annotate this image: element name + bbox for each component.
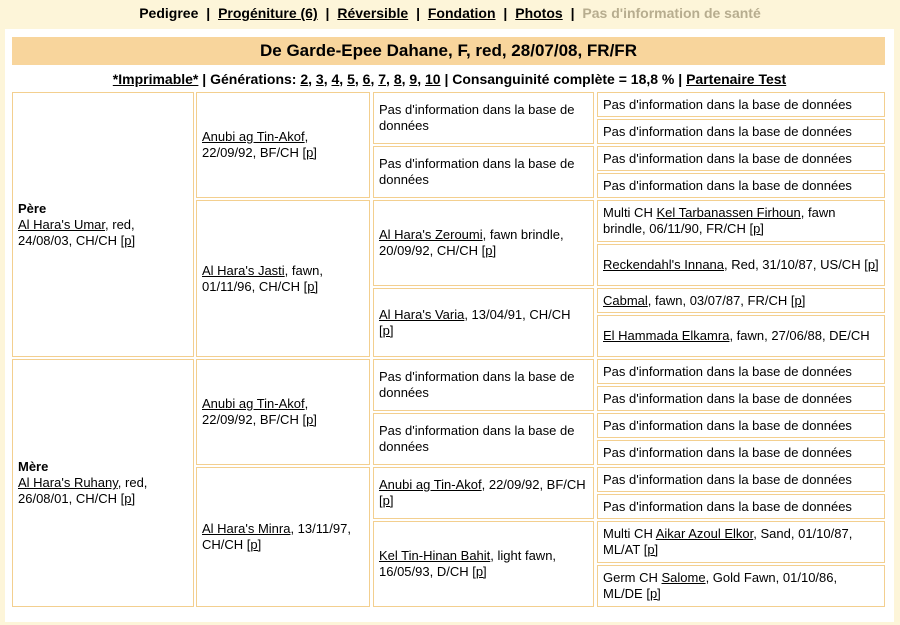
- dog-entry: [603, 257, 879, 273]
- tab-progeniture[interactable]: Progéniture (6): [218, 5, 318, 21]
- ancestor-box: [597, 467, 885, 492]
- dog-entry: [603, 570, 879, 602]
- dog-name-link[interactable]: Al Hara's Umar: [18, 216, 106, 232]
- generation-link-5[interactable]: 5: [347, 71, 355, 87]
- dog-entry: [379, 477, 588, 509]
- top-navigation: [0, 5, 900, 21]
- photo-link[interactable]: [p]: [379, 493, 394, 508]
- dam-box: [12, 359, 194, 607]
- ancestor-box: [597, 146, 885, 171]
- dog-name-link[interactable]: Al Hara's Zeroumi: [379, 227, 483, 242]
- no-info-text: Pas d'information dans la base de données: [603, 498, 852, 514]
- ancestor-box: [597, 440, 885, 465]
- dog-entry: [18, 459, 188, 507]
- dog-entry: [603, 124, 879, 140]
- photo-link[interactable]: [p]: [246, 537, 262, 552]
- dog-entry: [379, 369, 588, 401]
- dog-entry: [603, 472, 879, 488]
- dog-entry: [379, 156, 588, 188]
- sub-navigation: [5, 71, 894, 87]
- dog-entry: [603, 205, 879, 237]
- separator: |: [678, 71, 683, 87]
- photo-link[interactable]: [p]: [120, 232, 136, 248]
- dog-details: , fawn, 27/06/88, DE/CH: [729, 328, 870, 343]
- grandparent-box: [196, 92, 370, 198]
- great-grandparent-box: [373, 200, 594, 286]
- photo-link[interactable]: [p]: [303, 278, 319, 294]
- no-info-text: Pas d'information dans la base de données: [603, 96, 852, 112]
- dog-entry: [379, 227, 588, 259]
- photo-link[interactable]: [p]: [302, 412, 317, 427]
- no-info-text: Pas d'information dans la base de données: [379, 156, 575, 187]
- photo-link[interactable]: [p]: [481, 243, 497, 258]
- separator: |: [202, 71, 207, 87]
- great-grandparent-box: [373, 467, 594, 519]
- dog-details: , light fawn, 16/05/93, D/CH: [379, 548, 557, 579]
- inbreeding-coefficient: Consanguinité complète = 18,8 %: [452, 71, 675, 87]
- dog-details: , fawn brindle, 06/11/90, FR/CH: [603, 205, 836, 236]
- dog-details: , fawn, 01/11/96, CH/CH: [202, 262, 323, 294]
- dog-details: , red, 26/08/01, CH/CH: [18, 475, 148, 506]
- pedigree-panel: [5, 29, 894, 622]
- tab-photos[interactable]: Photos: [515, 5, 563, 21]
- generation-link-8[interactable]: 8: [393, 71, 402, 87]
- dog-entry: [202, 129, 364, 161]
- test-partner-link[interactable]: Partenaire Test: [686, 71, 787, 87]
- title-prefix: Germ CH: [603, 570, 662, 585]
- generation-link-3[interactable]: 3: [315, 71, 324, 87]
- separator: |: [570, 5, 575, 21]
- generation-link-6[interactable]: 6: [362, 71, 371, 87]
- dog-entry: [603, 499, 879, 515]
- dog-entry: [603, 328, 879, 344]
- sire-box: [12, 92, 194, 357]
- grandparent-box: [196, 467, 370, 607]
- separator: |: [503, 5, 508, 21]
- dog-name-link[interactable]: Anubi ag Tin-Akof: [202, 396, 305, 411]
- photo-link[interactable]: [p]: [472, 564, 487, 579]
- dog-name-link[interactable]: Anubi ag Tin-Akof: [379, 477, 482, 492]
- dog-name-link[interactable]: Cabmal: [603, 292, 648, 308]
- dog-entry: [202, 521, 364, 553]
- dog-details: , 22/09/92, BF/CH: [481, 477, 586, 492]
- photo-link[interactable]: [p]: [646, 586, 661, 601]
- dog-name-link[interactable]: Al Hara's Varia: [379, 306, 465, 322]
- ancestor-box: [597, 119, 885, 144]
- dog-entry: [603, 97, 879, 113]
- dog-entry: [603, 526, 879, 558]
- photo-link[interactable]: [p]: [120, 491, 136, 506]
- dog-entry: [603, 151, 879, 167]
- dog-name-link[interactable]: Reckendahl's Innana: [603, 257, 725, 272]
- dog-details: , fawn brindle, 20/09/92, CH/CH: [379, 227, 564, 258]
- no-info-text: Pas d'information dans la base de données: [603, 150, 852, 166]
- ancestor-box: [597, 92, 885, 117]
- no-info-text: Pas d'information dans la base de données: [603, 390, 852, 406]
- no-info-text: Pas d'information dans la base de données: [603, 417, 852, 433]
- dog-name-link[interactable]: Al Hara's Jasti: [202, 262, 285, 278]
- dog-entry: [603, 391, 879, 407]
- parent-role-label: Mère: [18, 459, 49, 474]
- parent-role-label: Père: [18, 200, 47, 216]
- no-info-text: Pas d'information dans la base de données: [603, 471, 852, 487]
- no-info-text: Pas d'information dans la base de données: [379, 102, 575, 133]
- dog-entry: [603, 445, 879, 461]
- no-info-text: Pas d'information dans la base de données: [379, 423, 575, 454]
- ancestor-box: [597, 315, 885, 357]
- dog-details: , Gold Fawn, 01/10/86, ML/DE: [603, 570, 838, 601]
- great-grandparent-box: [373, 92, 594, 144]
- dog-entry: [603, 293, 879, 309]
- dog-entry: [603, 364, 879, 380]
- page-title: De Garde-Epee Dahane, F, red, 28/07/08, FR/FR: [12, 37, 885, 65]
- ancestor-box: [597, 244, 885, 286]
- dog-entry: [379, 423, 588, 455]
- dog-entry: [379, 548, 588, 580]
- title-prefix: Multi CH: [603, 205, 657, 220]
- tab-reversible[interactable]: Réversible: [337, 5, 409, 21]
- ancestor-box: [597, 521, 885, 563]
- dog-details: , 13/04/91, CH/CH: [464, 306, 571, 322]
- great-grandparent-box: [373, 413, 594, 465]
- dog-name-link[interactable]: Salome: [661, 570, 706, 585]
- ancestor-box: [597, 494, 885, 519]
- grandparent-box: [196, 359, 370, 465]
- great-grandparent-box: [373, 146, 594, 198]
- great-grandparent-box: [373, 521, 594, 607]
- dog-entry: [18, 201, 188, 249]
- tab-health-info-disabled: Pas d'information de santé: [582, 5, 761, 21]
- generation-link-7[interactable]: 7: [378, 71, 387, 87]
- no-info-text: Pas d'information dans la base de données: [603, 123, 852, 139]
- generation-links: 2, 3, 4, 5, 6, 7, 8, 9, 10: [300, 71, 441, 87]
- dog-entry: [202, 263, 364, 295]
- no-info-text: Pas d'information dans la base de données: [379, 369, 575, 400]
- generation-link-9[interactable]: 9: [409, 71, 418, 87]
- dog-details: , 22/09/92, BF/CH: [202, 396, 309, 427]
- generation-link-2[interactable]: 2: [300, 71, 309, 87]
- dog-entry: [603, 418, 879, 434]
- ancestor-box: [597, 565, 885, 607]
- ancestor-box: [597, 359, 885, 384]
- tab-pedigree[interactable]: Pedigree: [139, 5, 199, 21]
- tab-fondation[interactable]: Fondation: [427, 5, 496, 21]
- dog-name-link[interactable]: Kel Tin-Hinan Bahit: [379, 548, 491, 563]
- dog-details: , Sand, 01/10/87, ML/AT: [603, 526, 853, 557]
- no-info-text: Pas d'information dans la base de données: [603, 363, 852, 379]
- separator: |: [325, 5, 330, 21]
- great-grandparent-box: [373, 359, 594, 411]
- no-info-text: Pas d'information dans la base de données: [603, 444, 852, 460]
- dog-details: , fawn, 03/07/87, FR/CH: [647, 292, 791, 308]
- great-grandparent-box: [373, 288, 594, 357]
- dog-name-link[interactable]: Al Hara's Minra: [202, 521, 291, 536]
- generation-link-10[interactable]: 10: [424, 71, 441, 87]
- separator: |: [206, 5, 211, 21]
- separator: |: [416, 5, 420, 21]
- dog-details: , 22/09/92, BF/CH: [202, 129, 309, 160]
- dog-entry: [202, 396, 364, 428]
- dog-name-link[interactable]: Al Hara's Ruhany: [18, 475, 118, 490]
- photo-link[interactable]: [p]: [379, 322, 394, 338]
- dog-entry: [379, 102, 588, 134]
- generations-label: Générations:: [210, 71, 297, 87]
- dog-entry: [603, 178, 879, 194]
- dog-details: , red, 24/08/03, CH/CH: [18, 216, 135, 248]
- grandparent-box: [196, 200, 370, 357]
- generation-link-4[interactable]: 4: [331, 71, 340, 87]
- dog-details: , 13/11/97, CH/CH: [202, 521, 351, 552]
- separator: |: [444, 71, 449, 87]
- title-prefix: Multi CH: [603, 526, 656, 541]
- photo-link[interactable]: [p]: [749, 221, 764, 236]
- dog-name-link[interactable]: Anubi ag Tin-Akof: [202, 129, 305, 144]
- photo-link[interactable]: [p]: [864, 257, 879, 272]
- ancestor-box: [597, 413, 885, 438]
- no-info-text: Pas d'information dans la base de données: [603, 177, 852, 193]
- ancestor-box: [597, 173, 885, 198]
- photo-link[interactable]: [p]: [790, 292, 806, 308]
- dog-name-link[interactable]: El Hammada Elkamra: [603, 328, 730, 343]
- ancestor-box: [597, 386, 885, 411]
- photo-link[interactable]: [p]: [643, 542, 659, 557]
- printable-link[interactable]: *Imprimable*: [112, 71, 199, 87]
- ancestor-box: [597, 288, 885, 313]
- photo-link[interactable]: [p]: [302, 145, 317, 160]
- dog-details: , Red, 31/10/87, US/CH: [724, 257, 865, 272]
- dog-name-link[interactable]: Aikar Azoul Elkor: [655, 526, 754, 541]
- dog-entry: [379, 307, 588, 339]
- dog-name-link[interactable]: Kel Tarbanassen Firhoun: [656, 205, 801, 220]
- ancestor-box: [597, 200, 885, 242]
